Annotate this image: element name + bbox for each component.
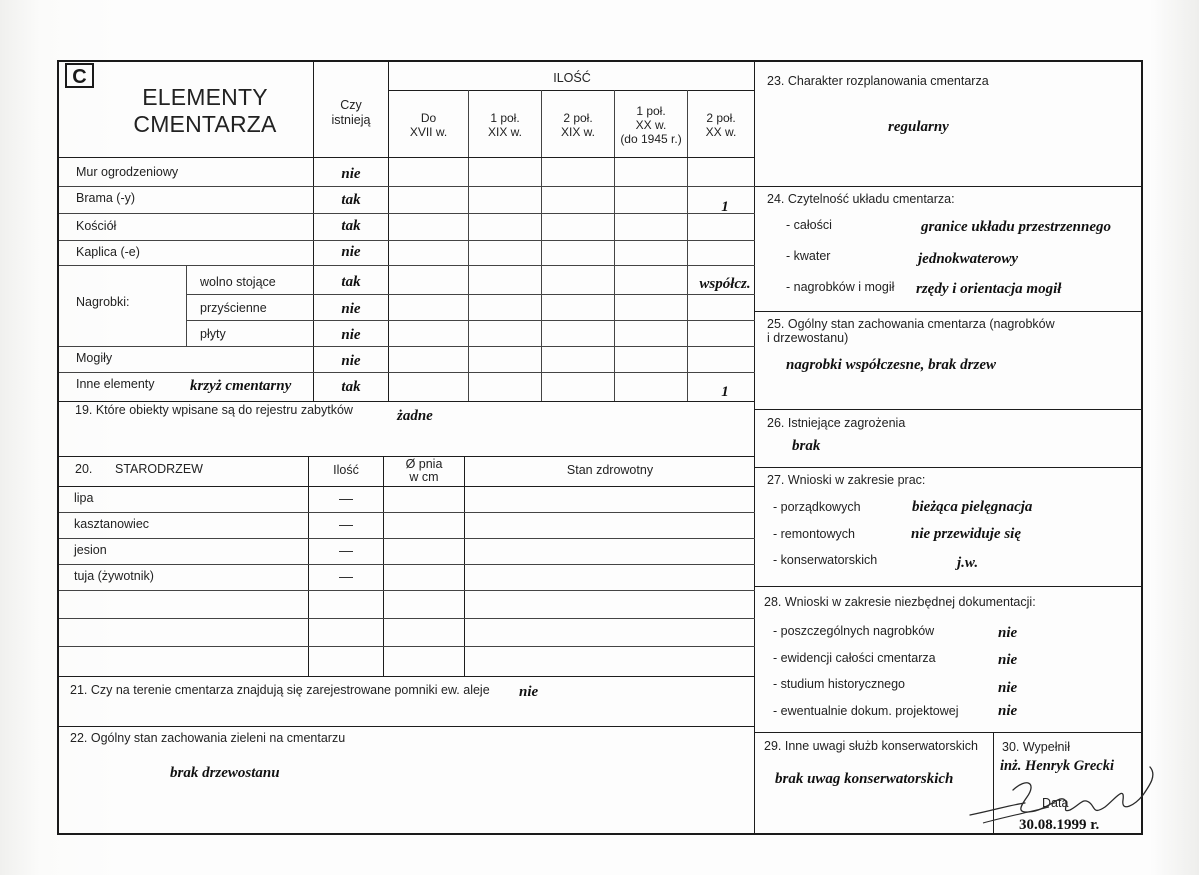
tree-qty: — bbox=[339, 490, 353, 506]
period-header-3 bbox=[542, 111, 614, 139]
grid-line bbox=[464, 456, 465, 676]
row-label-kosciol: Kościół bbox=[76, 219, 117, 233]
period-5-l2: XX w. bbox=[705, 125, 737, 139]
q24-item-label: - kwater bbox=[786, 249, 831, 263]
q24-item-answer: rzędy i orientacja mogił bbox=[916, 281, 1062, 297]
grid-line bbox=[59, 372, 755, 373]
grid-line bbox=[59, 726, 755, 727]
grid-line bbox=[59, 646, 755, 647]
row-exists-mur: nie bbox=[341, 166, 361, 182]
q24-item-label: - całości bbox=[786, 218, 832, 232]
row-label-brama: Brama (-y) bbox=[76, 191, 136, 205]
grid-line bbox=[755, 186, 1143, 187]
grid-line bbox=[59, 265, 755, 266]
q28-item-answer: nie bbox=[998, 680, 1018, 696]
grid-line bbox=[186, 320, 755, 321]
q27-item-label: - remontowych bbox=[773, 527, 855, 541]
q19-label: 19. Które obiekty wpisane są do rejestru zabytków bbox=[75, 403, 353, 417]
grid-line bbox=[59, 186, 755, 187]
q27-label: 27. Wnioski w zakresie prac: bbox=[767, 473, 926, 487]
grid-line bbox=[59, 486, 755, 487]
row-value-inne: krzyż cmentarny bbox=[190, 378, 292, 394]
row-exists-brama: tak bbox=[341, 192, 361, 208]
grid-line bbox=[755, 586, 1143, 587]
q21-answer: nie bbox=[519, 684, 539, 700]
grid-line bbox=[186, 265, 187, 346]
row-qty-inne: 1 bbox=[721, 384, 729, 400]
tree-name: tuja (żywotnik) bbox=[74, 569, 154, 583]
row-exists-przyscienne: nie bbox=[341, 301, 361, 317]
q21-label: 21. Czy na terenie cmentarza znajdują się zarejestrowane pomniki ew. aleje bbox=[70, 683, 490, 697]
q26-label: 26. Istniejące zagrożenia bbox=[767, 416, 906, 430]
q24-item-answer: granice układu przestrzennego bbox=[921, 219, 1112, 235]
q19-answer: żadne bbox=[397, 408, 433, 424]
period-header-5 bbox=[688, 111, 754, 139]
q20-label: STARODRZEW bbox=[115, 462, 203, 476]
q24-item-answer: jednokwaterowy bbox=[918, 251, 1018, 267]
q27-item-answer: nie przewiduje się bbox=[911, 526, 1022, 542]
q28-item-label: - ewidencji całości cmentarza bbox=[773, 651, 936, 665]
grid-line bbox=[59, 213, 755, 214]
form-title bbox=[100, 84, 310, 138]
q20-col-qty: Ilość bbox=[333, 463, 359, 477]
period-1-l1: Do bbox=[420, 111, 437, 125]
row-exists-kaplica: nie bbox=[341, 244, 361, 260]
row-label-przyscienne: przyścienne bbox=[200, 301, 267, 315]
form-title-line2: CMENTARZA bbox=[133, 111, 277, 137]
q27-item-label: - konserwatorskich bbox=[773, 553, 878, 567]
grid-line bbox=[755, 409, 1143, 410]
period-5-l1: 2 poł. bbox=[706, 111, 736, 125]
q30-date: 30.08.1999 r. bbox=[1019, 817, 1100, 833]
q25-label-l1: 25. Ogólny stan zachowania cmentarza (nagrobków bbox=[767, 317, 1055, 331]
period-2-l1: 1 poł. bbox=[490, 111, 520, 125]
grid-line bbox=[388, 90, 755, 91]
q28-item-answer: nie bbox=[998, 703, 1018, 719]
q20-col-diameter bbox=[384, 458, 464, 484]
q23-label: 23. Charakter rozplanowania cmentarza bbox=[767, 74, 989, 88]
grid-line bbox=[383, 456, 384, 676]
row-label-inne: Inne elementy bbox=[76, 377, 155, 391]
period-1-l2: XVII w. bbox=[409, 125, 448, 139]
q20-col-diameter-l2: w cm bbox=[409, 470, 439, 484]
q25-label-l2: i drzewostanu) bbox=[767, 331, 849, 345]
tree-name: kasztanowiec bbox=[74, 517, 150, 531]
form-title-line1: ELEMENTY bbox=[142, 84, 268, 110]
tree-name: jesion bbox=[74, 543, 107, 557]
period-4-l3: (do 1945 r.) bbox=[620, 132, 682, 146]
row-exists-wolno: tak bbox=[341, 274, 361, 290]
q28-item-answer: nie bbox=[998, 625, 1018, 641]
tree-qty: — bbox=[339, 542, 353, 558]
q30-name: inż. Henryk Grecki bbox=[1000, 758, 1114, 774]
column-header-exists-l1: Czy bbox=[340, 98, 362, 112]
period-4-l1: 1 poł. bbox=[636, 104, 666, 118]
grid-line bbox=[59, 346, 755, 347]
grid-line bbox=[59, 538, 755, 539]
q24-item-label: - nagrobków i mogił bbox=[786, 280, 895, 294]
tree-name: lipa bbox=[74, 491, 94, 505]
row-label-mur: Mur ogrodzeniowy bbox=[76, 165, 179, 179]
row-exists-inne: tak bbox=[341, 379, 361, 395]
period-4-l2: XX w. bbox=[635, 118, 667, 132]
grid-line bbox=[755, 467, 1143, 468]
period-header-2 bbox=[469, 111, 541, 139]
row-exists-plyty: nie bbox=[341, 327, 361, 343]
q23-answer: regularny bbox=[888, 119, 949, 135]
row-label-mogily: Mogiły bbox=[76, 351, 113, 365]
q29-label: 29. Inne uwagi służb konserwatorskich bbox=[764, 739, 979, 753]
q28-item-label: - ewentualnie dokum. projektowej bbox=[773, 704, 959, 718]
q20-col-diameter-l1: Ø pnia bbox=[405, 457, 443, 471]
grid-line bbox=[59, 564, 755, 565]
grid-line bbox=[59, 512, 755, 513]
q28-label: 28. Wnioski w zakresie niezbędnej dokumentacji: bbox=[764, 595, 1036, 609]
period-header-4 bbox=[615, 104, 687, 146]
form-frame bbox=[57, 60, 1143, 835]
grid-line bbox=[308, 456, 309, 676]
q20-number: 20. bbox=[75, 462, 93, 476]
grid-line bbox=[59, 590, 755, 591]
row-label-nagrobki: Nagrobki: bbox=[76, 295, 130, 309]
q28-item-label: - poszczególnych nagrobków bbox=[773, 624, 935, 638]
row-qty-brama: 1 bbox=[721, 199, 729, 215]
period-3-l2: XIX w. bbox=[560, 125, 595, 139]
q30-label: 30. Wypełnił bbox=[1002, 740, 1070, 754]
q22-answer: brak drzewostanu bbox=[170, 765, 280, 781]
row-label-plyty: płyty bbox=[200, 327, 226, 341]
q30-date-label: Data bbox=[1042, 796, 1069, 810]
period-2-l2: XIX w. bbox=[487, 125, 522, 139]
tree-qty: — bbox=[339, 516, 353, 532]
q29-answer: brak uwag konserwatorskich bbox=[775, 771, 954, 787]
row-label-kaplica: Kaplica (-e) bbox=[76, 245, 140, 259]
q26-answer: brak bbox=[792, 438, 821, 454]
q20-col-health: Stan zdrowotny bbox=[566, 463, 654, 477]
row-qty-wolno: współcz. bbox=[699, 276, 751, 292]
row-exists-kosciol: tak bbox=[341, 218, 361, 234]
column-header-quantity: ILOŚĆ bbox=[553, 71, 591, 85]
q25-label bbox=[767, 317, 1055, 345]
q22-label: 22. Ogólny stan zachowania zieleni na cmentarzu bbox=[70, 731, 346, 745]
grid-line bbox=[59, 676, 755, 677]
row-label-wolno: wolno stojące bbox=[200, 275, 276, 289]
q25-answer: nagrobki współczesne, brak drzew bbox=[786, 357, 997, 373]
row-exists-mogily: nie bbox=[341, 353, 361, 369]
period-header-1 bbox=[389, 111, 468, 139]
column-header-exists bbox=[314, 98, 388, 128]
column-header-exists-l2: istnieją bbox=[331, 113, 371, 127]
q27-item-answer: j.w. bbox=[957, 555, 979, 571]
period-3-l1: 2 poł. bbox=[563, 111, 593, 125]
grid-line bbox=[59, 240, 755, 241]
grid-line bbox=[755, 311, 1143, 312]
q28-item-answer: nie bbox=[998, 652, 1018, 668]
grid-line bbox=[186, 294, 755, 295]
q28-item-label: - studium historycznego bbox=[773, 677, 906, 691]
q27-item-answer: bieżąca pielęgnacja bbox=[912, 499, 1033, 515]
q24-label: 24. Czytelność układu cmentarza: bbox=[767, 192, 955, 206]
tree-qty: — bbox=[339, 568, 353, 584]
signature-mark bbox=[965, 755, 1165, 845]
grid-line bbox=[59, 157, 755, 158]
section-letter: C bbox=[65, 63, 94, 88]
panel-divider bbox=[754, 62, 755, 833]
grid-line bbox=[755, 732, 1143, 733]
grid-line bbox=[59, 618, 755, 619]
q27-item-label: - porządkowych bbox=[773, 500, 861, 514]
